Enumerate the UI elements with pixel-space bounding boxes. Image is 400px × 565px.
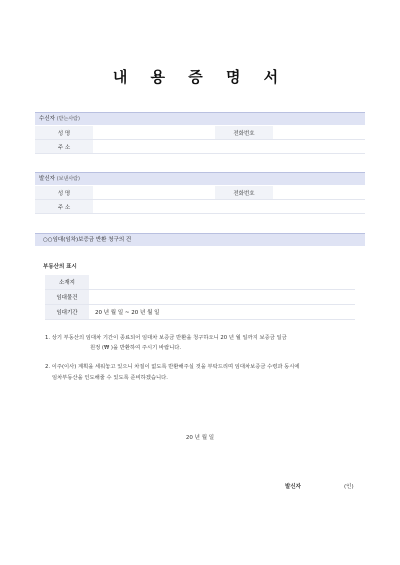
recipient-name-label: 성 명 (35, 126, 93, 140)
property-location-label: 소재지 (45, 275, 89, 290)
property-object-label: 임대물건 (45, 290, 89, 305)
paragraph-2-line-1: 2. 이주(이사) 계획을 세워놓고 있으니 차질이 없도록 반환해주실 것을 부탁드리며 임대차보증금 수령과 동시에 (45, 364, 300, 370)
sender-address-field[interactable] (93, 200, 365, 214)
seal-mark: (인) (344, 484, 354, 490)
sender-heading-label: 발신자 (39, 176, 55, 182)
recipient-heading-label: 수신자 (39, 116, 55, 122)
subject-bar: ○○임대(임차)보증금 반환 청구의 건 (35, 233, 365, 246)
recipient-name-field[interactable] (93, 126, 215, 140)
recipient-address-field[interactable] (93, 140, 365, 154)
paragraph-1-line-2: 원정 (₩ )을 반환하여 주시기 바랍니다. (90, 345, 182, 351)
sender-table (35, 186, 365, 214)
paragraph-2-line-2: 임차부동산을 인도해줄 수 있도록 준비하겠습니다. (52, 375, 168, 381)
sender-heading (35, 172, 365, 185)
sender-phone-field[interactable] (273, 186, 365, 200)
recipient-address-label: 주 소 (35, 140, 93, 154)
property-heading: 부동산의 표시 (43, 264, 77, 270)
sender-name-field[interactable] (93, 186, 215, 200)
recipient-phone-label: 전화번호 (215, 126, 273, 140)
sender-heading-sub: (보낸사람) (56, 176, 80, 182)
document-date: 20 년 월 일 (185, 435, 215, 441)
recipient-phone-field[interactable] (273, 126, 365, 140)
recipient-heading-sub: (받는사람) (56, 116, 80, 122)
recipient-heading (35, 112, 365, 125)
property-location-field[interactable] (89, 275, 355, 290)
document-title: 내 용 증 명 서 (112, 68, 288, 86)
signature-label: 발신자 (285, 484, 301, 490)
sender-name-label: 성 명 (35, 186, 93, 200)
sender-phone-label: 전화번호 (215, 186, 273, 200)
sender-address-label: 주 소 (35, 200, 93, 214)
property-period-value[interactable]: 20 년 월 일 ~ 20 년 월 일 (89, 305, 355, 320)
property-period-label: 임대기간 (45, 305, 89, 320)
recipient-table (35, 126, 365, 154)
paragraph-1-line-1: 1. 상기 부동산의 임대차 기간이 종료되어 임대차 보증금 반환을 청구하오니 20 년 월 일까지 보증금 일금 (45, 335, 287, 341)
property-table (45, 275, 355, 320)
property-object-field[interactable] (89, 290, 355, 305)
